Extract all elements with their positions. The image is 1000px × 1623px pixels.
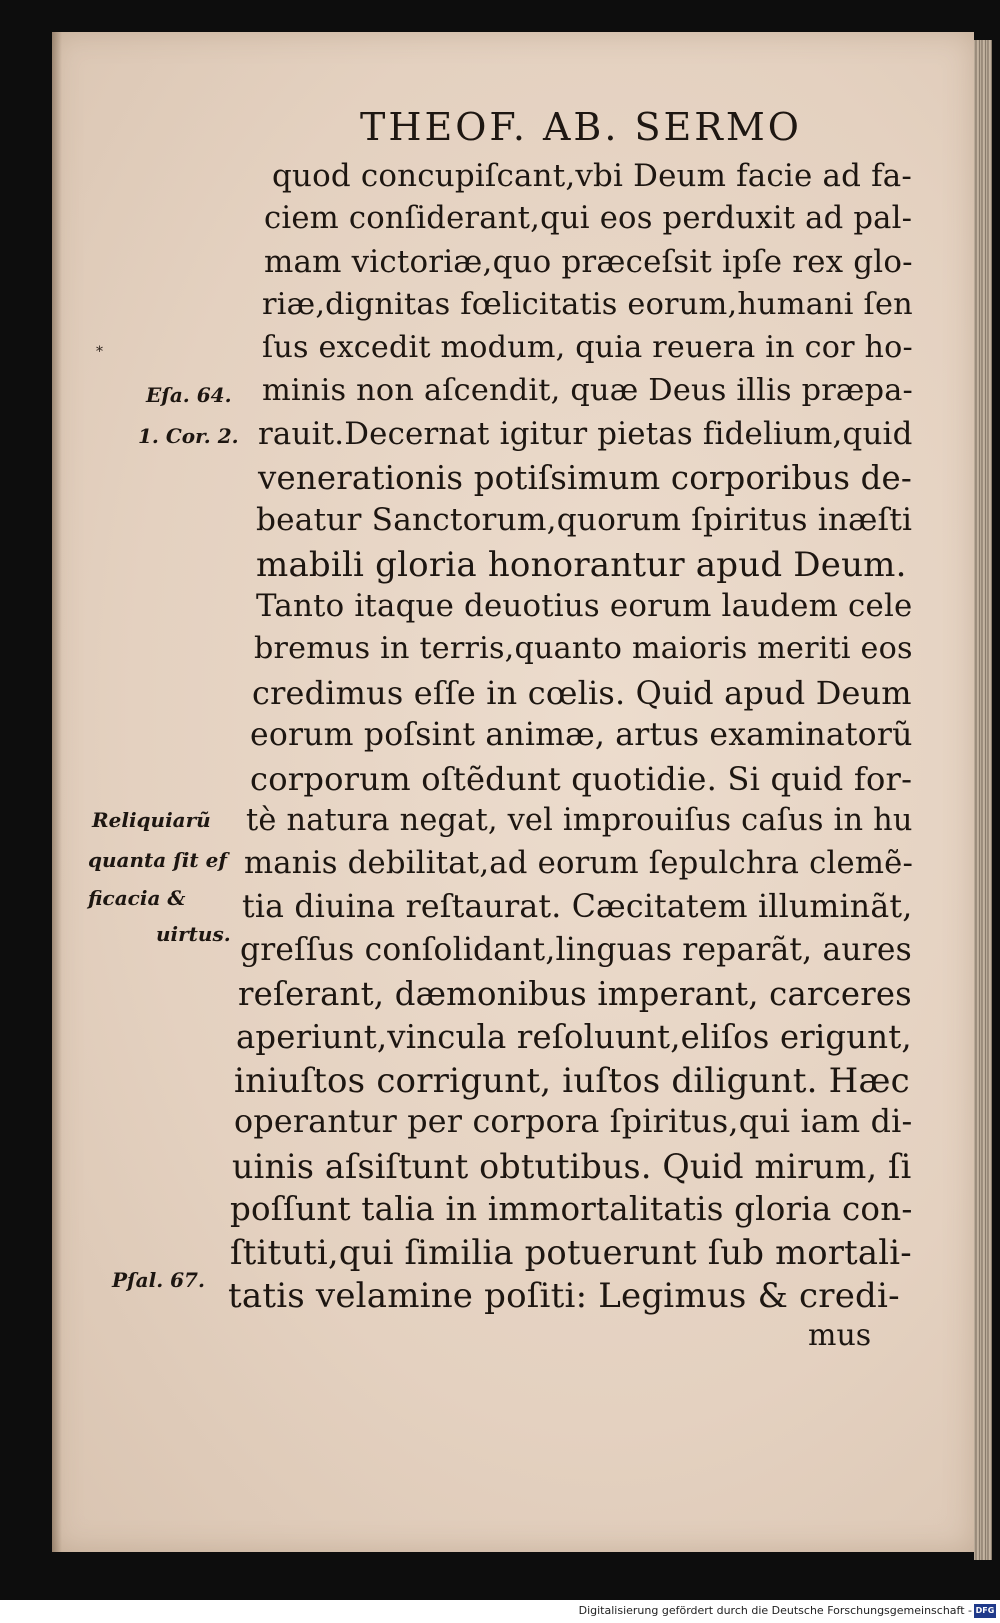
text-line: quod concupiſcant,vbi Deum facie ad fa- <box>272 158 912 194</box>
text-line: bremus in terris,quanto maioris meriti eos <box>254 631 913 666</box>
text-line: poſſunt talia in immortalitatis gloria con- <box>230 1190 913 1228</box>
dfg-logo: DFG <box>974 1604 996 1618</box>
text-line: corporum oſtẽdunt quotidie. Si quid for- <box>250 760 913 798</box>
text-line: tia diuina reſtaurat. Cæcitatem illuminãt, <box>242 889 913 925</box>
text-line: rauit.Decernat igitur pietas fidelium,quid <box>258 416 913 452</box>
text-line: reſerant, dæmonibus imperant, carceres <box>238 975 912 1013</box>
footer-credit: Digitalisierung gefördert durch die Deutsche Forschungsgemeinschaft - <box>578 1604 972 1617</box>
text-line: eorum poſsint animæ, artus examinatorũ <box>250 717 913 753</box>
margin-note-relics: quanta ſit ef <box>88 848 227 872</box>
margin-note-relics: ficacia & <box>88 886 186 910</box>
margin-note-relics: Reliquiarũ <box>92 808 211 832</box>
text-line: tè natura negat, vel improuiſus caſus in hu <box>246 803 913 838</box>
text-line: Tanto itaque deuotius eorum laudem cele <box>256 588 913 624</box>
text-line: minis non aſcendit, quæ Deus illis præpa- <box>262 373 914 408</box>
page-edge-stack <box>974 40 992 1560</box>
text-line: aperiunt,vincula reſoluunt,eliſos erigunt, <box>236 1018 912 1056</box>
text-line: riæ,dignitas fœlicitatis eorum,humani ſen <box>262 287 913 322</box>
catchword: mus <box>808 1318 872 1353</box>
running-header: THEOF. AB. SERMO <box>360 105 802 149</box>
text-line: uinis aſsiſtunt obtutibus. Quid mirum, ſi <box>232 1147 912 1186</box>
text-line: iniuſtos corrigunt, iuſtos diligunt. Hæc <box>234 1061 910 1101</box>
text-line: ſus excedit modum, quia reuera in cor ho- <box>262 330 913 365</box>
text-line: mabili gloria honorantur apud Deum. <box>256 545 907 585</box>
text-line: venerationis potiſsimum corporibus de- <box>258 459 913 497</box>
margin-note-psalm: Pſal. 67. <box>112 1268 205 1292</box>
text-line: greſſus conſolidant,linguas reparãt, aures <box>240 932 912 968</box>
text-line: operantur per corpora ſpiritus,qui iam di- <box>234 1104 913 1140</box>
footer-bar <box>0 1600 1000 1623</box>
margin-note-isaiah: Eſa. 64. <box>146 383 232 407</box>
text-line: mam victoriæ,quo præceſsit ipſe rex glo- <box>264 244 913 280</box>
text-line: ſtituti,qui ſimilia potuerunt ſub mortali- <box>230 1233 912 1272</box>
margin-note-corinthians: 1. Cor. 2. <box>138 424 239 448</box>
page-gutter-shadow <box>52 32 62 1552</box>
text-line: ciem conſiderant,qui eos perduxit ad pal- <box>264 201 913 236</box>
text-line: manis debilitat,ad eorum ſepulchra clemẽ- <box>244 846 914 881</box>
text-line: credimus eſſe in cœlis. Quid apud Deum <box>252 674 912 712</box>
margin-mark: * <box>96 344 103 360</box>
text-line: beatur Sanctorum,quorum ſpiritus inæſti <box>256 502 913 538</box>
margin-note-relics: uirtus. <box>156 922 231 946</box>
text-line: tatis velamine poſiti: Legimus & credi- <box>228 1276 900 1316</box>
